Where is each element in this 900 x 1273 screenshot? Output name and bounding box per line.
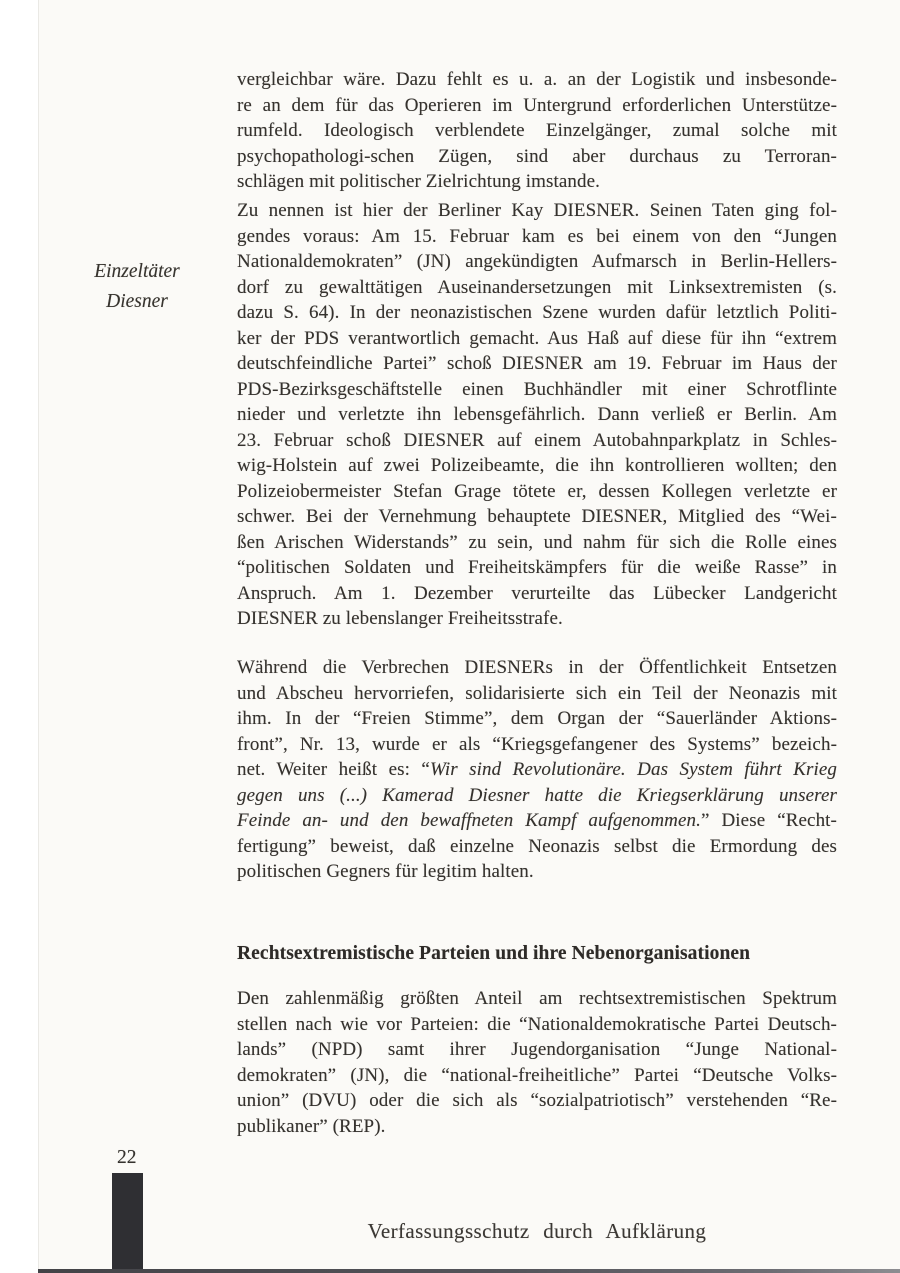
text-line: Zu nennen ist hier der Berliner Kay DIESNER. Seinen Taten ging fol- <box>237 200 837 221</box>
text-line: ßen Arischen Widerstands” zu sein, und nahm für sich die Rolle eines <box>237 531 837 553</box>
text-line: schlägen mit politischer Zielrichtung imstande. <box>237 171 600 192</box>
text-line: deutschfeindliche Partei” schoß DIESNER am 19. Februar im Haus der <box>237 353 837 374</box>
text-line: union” (DVU) oder die sich als “sozialpatriotisch” verstehenden “Re- <box>237 1090 837 1111</box>
text-line: rumfeld. Ideologisch verblendete Einzelgänger, zumal solche mit <box>237 120 837 141</box>
paragraph <box>237 67 837 195</box>
text-line: Nationaldemokraten” (JN) angekündigten Aufmarsch in Berlin-Hellers- <box>237 251 837 272</box>
text-line: nieder und verletzte ihn lebensgefährlich. Dann verließ er Berlin. Am <box>237 404 837 425</box>
text-line: schwer. Bei der Vernehmung behauptete DIESNER, Mitglied des “Wei- <box>237 506 837 527</box>
thumb-tab-marker <box>112 1173 143 1273</box>
margin-note-line2: Diesner <box>106 291 168 312</box>
scan-bottom-edge <box>38 1269 900 1273</box>
paragraph <box>237 655 837 885</box>
margin-note <box>48 257 226 317</box>
body-column <box>237 0 837 1273</box>
text-line: front”, Nr. 13, wurde er als “Kriegsgefangener des Systems” bezeich- <box>237 733 837 755</box>
text-line: DIESNER zu lebenslanger Freiheitsstrafe. <box>237 608 563 629</box>
text-line: lands” (NPD) samt ihrer Jugendorganisation “Junge National- <box>237 1039 837 1060</box>
text-line: Den zahlenmäßig größten Anteil am rechtsextremistischen Spektrum <box>237 988 837 1009</box>
text-line: Anspruch. Am 1. Dezember verurteilte das Lübecker Landgericht <box>237 582 837 604</box>
paragraph <box>237 198 837 632</box>
text-line: gendes voraus: Am 15. Februar kam es bei einem von den “Jungen <box>237 225 837 247</box>
text-line: vergleichbar wäre. Dazu fehlt es u. a. an der Logistik und insbesonde- <box>237 69 837 90</box>
text-line: und Abscheu hervorriefen, solidarisierte sich ein Teil der Neonazis mit <box>237 682 837 704</box>
section-heading: Rechtsextremistische Parteien und ihre Nebenorganisationen <box>237 943 751 964</box>
text-line: ihm. In der “Freien Stimme”, dem Organ der “Sauerländer Aktions- <box>237 708 837 729</box>
text-line: demokraten” (JN), die “national-freiheitliche” Partei “Deutsche Volks- <box>237 1064 837 1086</box>
text-line: Polizeiobermeister Stefan Grage tötete er, dessen Kollegen verletzte er <box>237 480 837 502</box>
text-line: net. Weiter heißt es: “Wir sind Revolutionäre. Das System führt Krieg <box>237 759 837 780</box>
text-line: Während die Verbrechen DIESNERs in der Öffentlichkeit Entsetzen <box>237 657 837 678</box>
text-line: stellen nach wie vor Parteien: die “Nationaldemokratische Partei Deutsch- <box>237 1013 837 1035</box>
text-line: dazu S. 64). In der neonazistischen Szene wurden dafür letztlich Politi- <box>237 302 837 323</box>
text-line: psychopathologi-schen Zügen, sind aber durchaus zu Terroran- <box>237 145 837 167</box>
text-line: politischen Gegners für legitim halten. <box>237 861 534 882</box>
text-line: fertigung” beweist, daß einzelne Neonazis selbst die Ermordung des <box>237 835 837 857</box>
page-number: 22 <box>117 1147 137 1168</box>
text-line: wig-Holstein auf zwei Polizeibeamte, die ihn kontrollieren wollten; den <box>237 455 837 476</box>
text-line: “politischen Soldaten und Freiheitskämpfers für die weiße Rasse” in <box>237 557 837 578</box>
text-line: re an dem für das Operieren im Untergrund erforderlichen Unterstütze- <box>237 94 837 116</box>
text-line: PDS-Bezirksgeschäftstelle einen Buchhändler mit einer Schrotflinte <box>237 378 837 400</box>
footer-motto: Verfassungsschutz durch Aufklärung <box>367 1219 707 1243</box>
text-line: ker der PDS verantwortlich gemacht. Aus Haß auf diese für ihn “extrem <box>237 327 837 349</box>
document-page <box>38 0 900 1273</box>
text-line: gegen uns (...) Kamerad Diesner hatte die Kriegserklärung unserer <box>237 784 837 806</box>
text-line: 23. Februar schoß DIESNER auf einem Autobahnparkplatz in Schles- <box>237 429 837 451</box>
text-line: dorf zu gewalttätigen Auseinandersetzungen mit Linksextremisten (s. <box>237 276 837 298</box>
paragraph <box>237 986 837 1139</box>
text-line: Feinde an- und den bewaffneten Kampf aufgenommen.” Diese “Recht- <box>237 810 837 831</box>
margin-note-line1: Einzeltäter <box>94 261 180 282</box>
text-line: publikaner” (REP). <box>237 1115 386 1137</box>
